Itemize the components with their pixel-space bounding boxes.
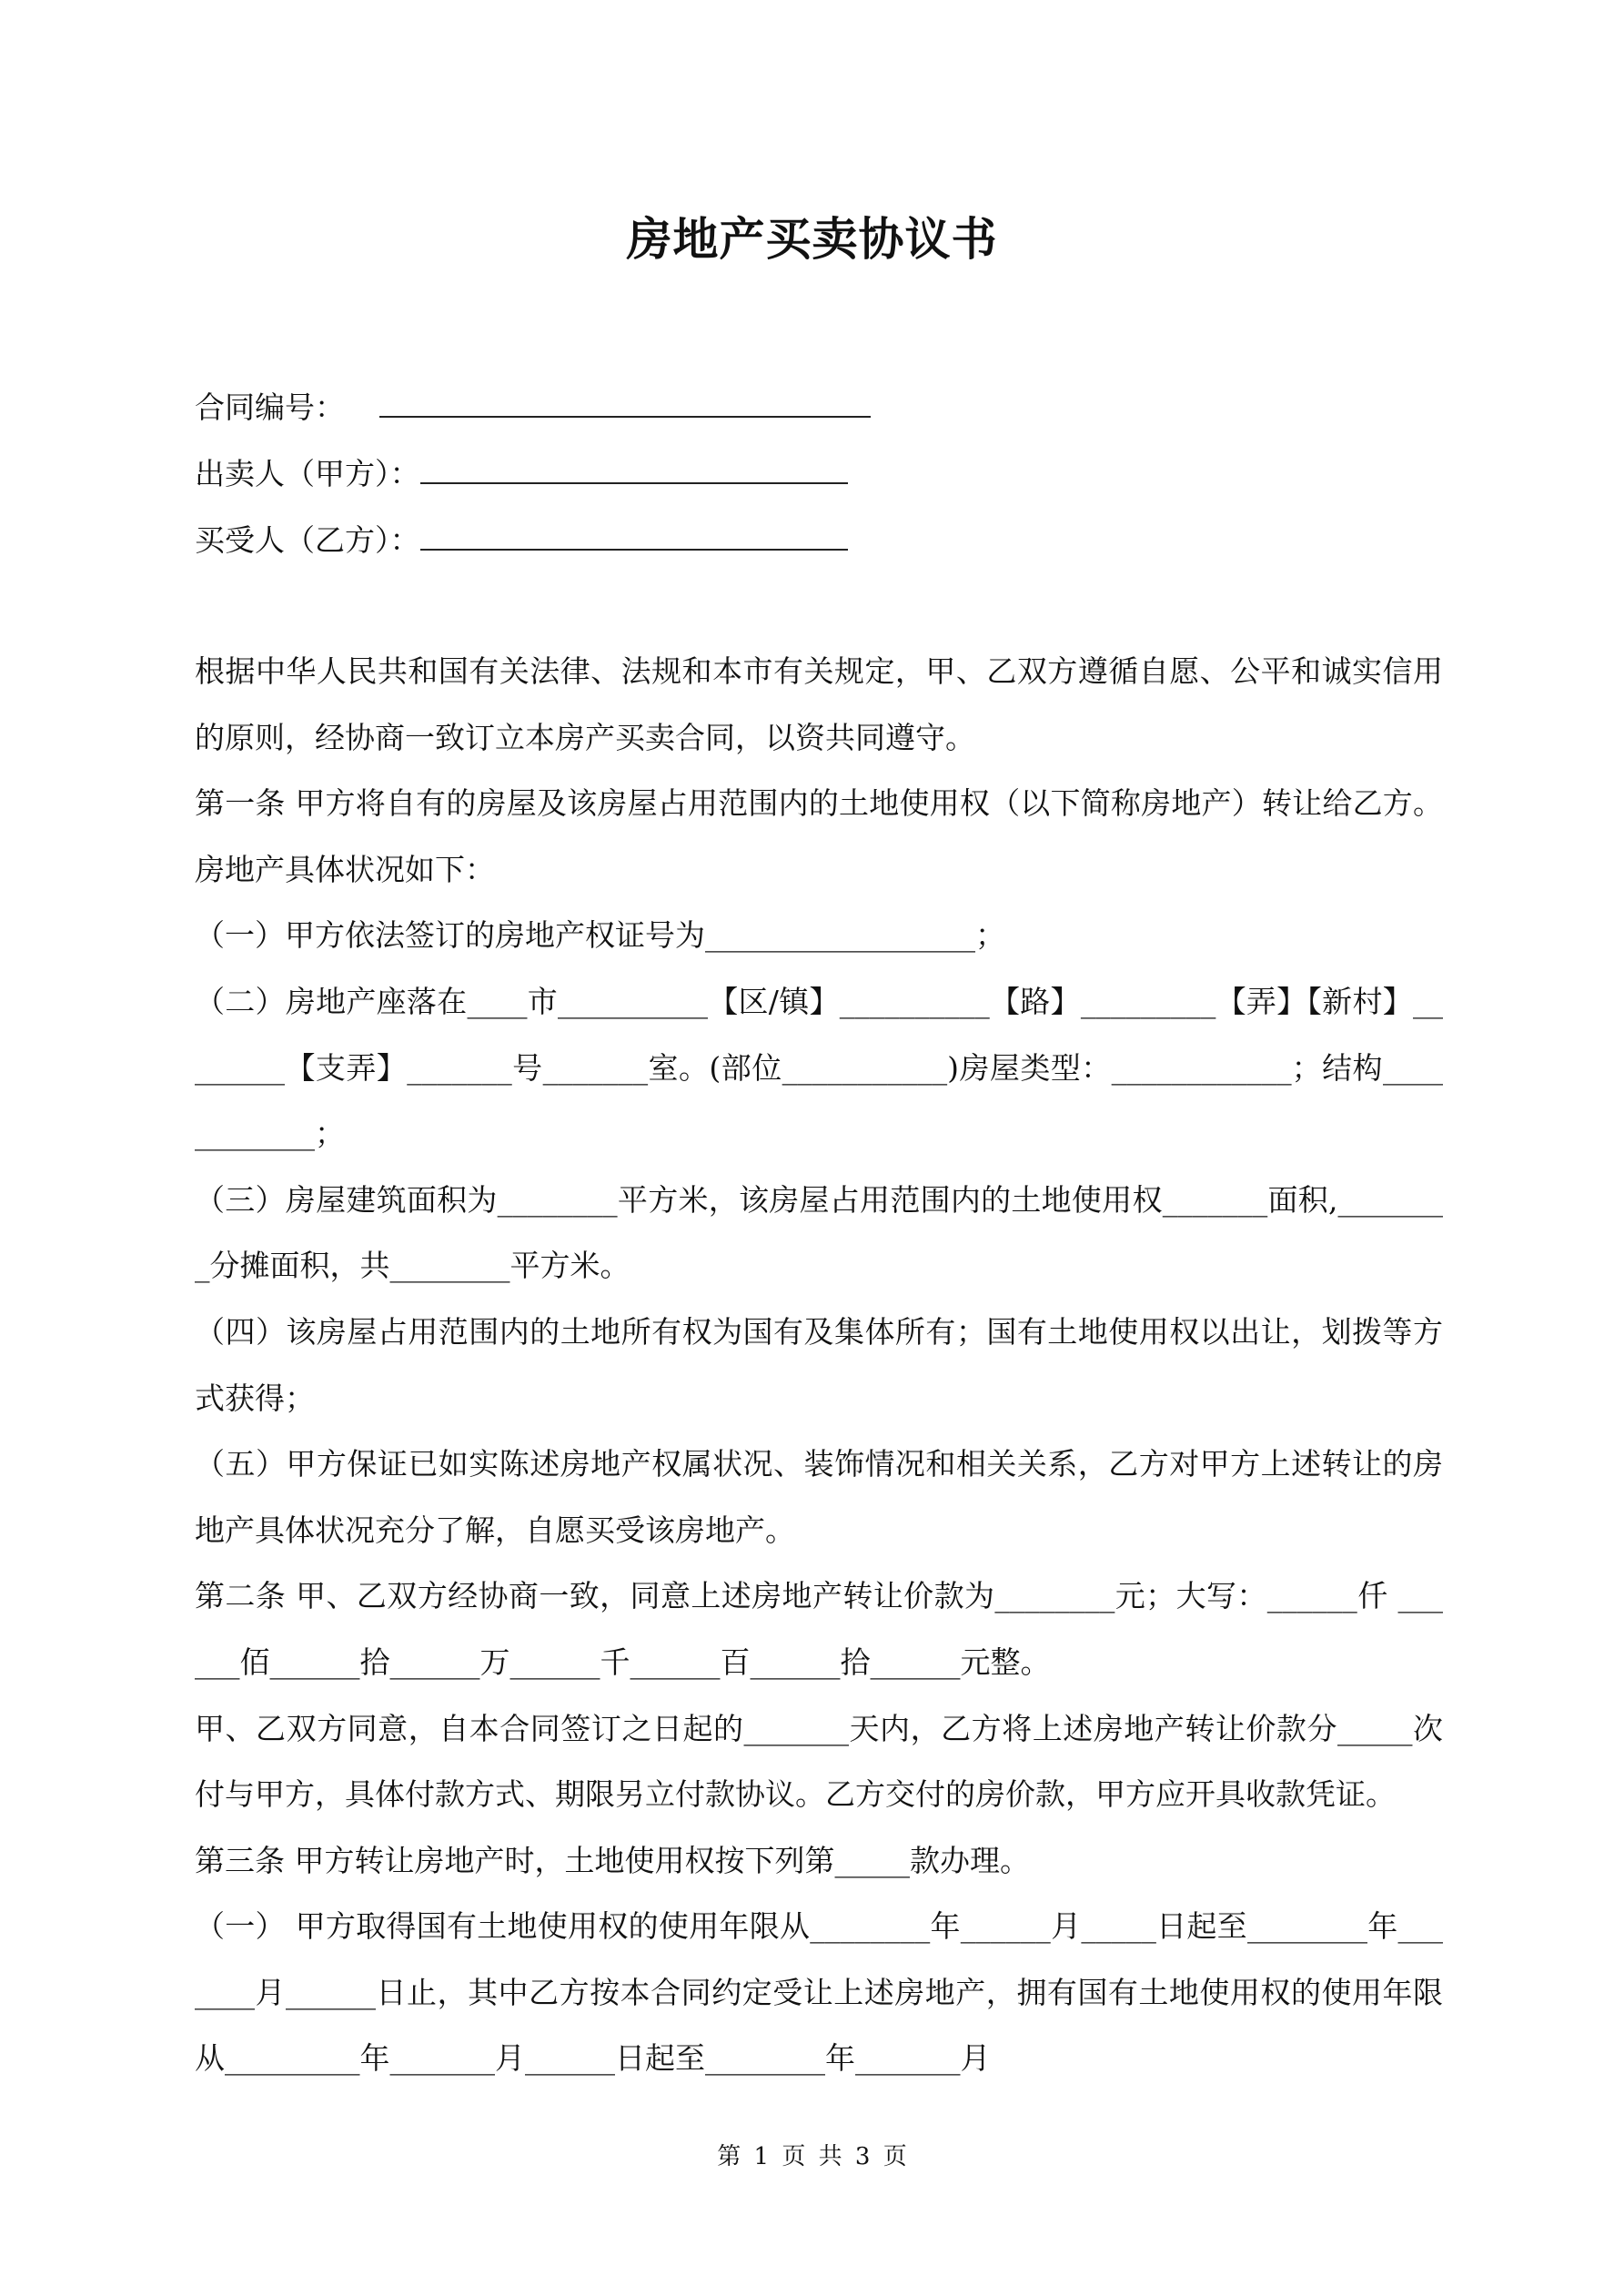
contract-body	[195, 639, 1443, 2092]
seller-label: 出卖人（甲方）：	[195, 456, 420, 491]
article-1-item-3: （三）房屋建筑面积为________平方米，该房屋占用范围内的土地使用权_______面积,________分摊面积，共________平方米。	[195, 1181, 1443, 1284]
page-title: 房地产买卖协议书	[626, 212, 998, 266]
contract-number-label: 合同编号：	[195, 389, 345, 425]
buyer-field	[195, 513, 871, 580]
article-3-item-1: （一） 甲方取得国有土地使用权的使用年限从________年______月_____日起至________年_______月______日止，其中乙方按本合同约定受让上述房地产，拥有国有土地使用权的使用年限从_________年_______月______日起至________年_______月	[195, 1908, 1443, 2077]
page-number-footer: 第 1 页 共 3 页	[717, 2143, 907, 2170]
article-1-item-5: （五）甲方保证已如实陈述房地产权属状况、装饰情况和相关关系，乙方对甲方上述转让的房地产具体状况充分了解，自愿买受该房地产。	[195, 1446, 1443, 1548]
article-1-item-4: （四）该房屋占用范围内的土地所有权为国有及集体所有；国有土地使用权以出让，划拨等方式获得；	[195, 1313, 1443, 1416]
contract-number-field	[195, 380, 871, 447]
preamble-paragraph: 根据中华人民共和国有关法律、法规和本市有关规定，甲、乙双方遵循自愿、公平和诚实信用的原则，经协商一致订立本房产买卖合同，以资共同遵守。	[195, 653, 1443, 755]
buyer-label: 买受人（乙方）：	[195, 522, 420, 558]
article-1-paragraph: 第一条 甲方将自有的房屋及该房屋占用范围内的土地使用权（以下简称房地产）转让给乙方。房地产具体状况如下：	[195, 785, 1443, 887]
article-1-item-1: （一）甲方依法签订的房地产权证号为__________________；	[195, 917, 1005, 954]
article-2-paragraph: 第二条 甲、乙双方经协商一致，同意上述房地产转让价款为________元；大写：______仟 ______佰______拾______万______千______百______拾______元整。	[195, 1578, 1443, 1680]
buyer-blank[interactable]	[420, 520, 848, 551]
payment-terms-paragraph: 甲、乙双方同意，自本合同签订之日起的_______天内，乙方将上述房地产转让价款分_____次付与甲方，具体付款方式、期限另立付款协议。乙方交付的房价款，甲方应开具收款凭证。	[195, 1710, 1443, 1813]
article-3-paragraph: 第三条 甲方转让房地产时，土地使用权按下列第_____款办理。	[195, 1842, 1030, 1878]
contract-number-blank[interactable]	[379, 387, 871, 418]
article-1-item-2: （二）房地产座落在____市__________【区/镇】__________【路】_________【弄】【新村】________【支弄】_______号_______室。(部位___________)房屋类型：____________；结构____________；	[195, 983, 1443, 1152]
seller-blank[interactable]	[420, 453, 848, 484]
contract-header-fields	[195, 380, 871, 580]
seller-field	[195, 447, 871, 513]
